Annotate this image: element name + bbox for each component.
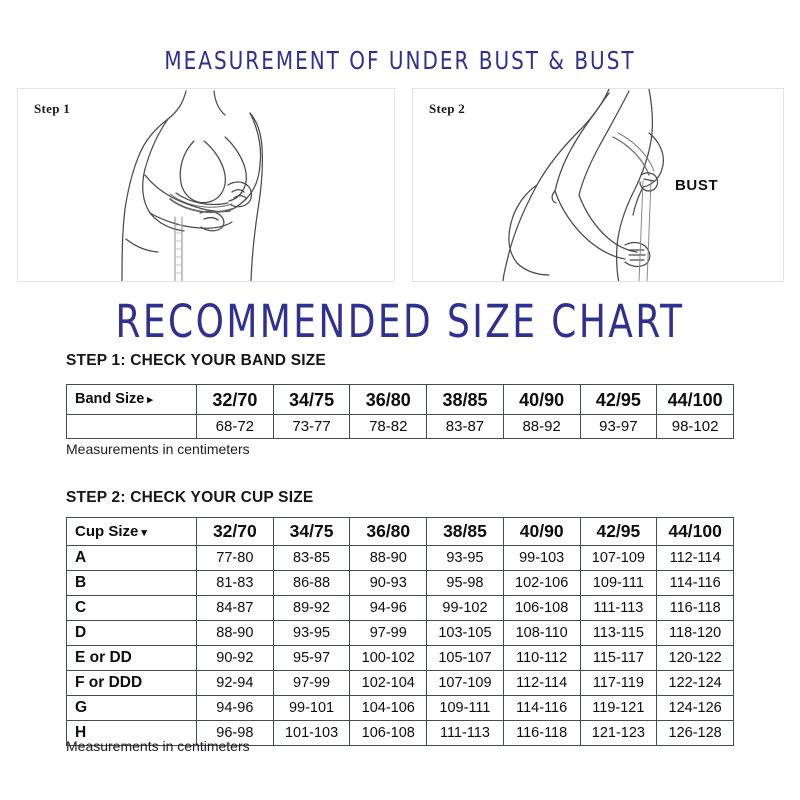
cup-value-cell: 83-85 bbox=[273, 546, 350, 571]
cup-value-cell: 122-124 bbox=[657, 671, 734, 696]
band-col-3: 38/85 bbox=[427, 385, 504, 415]
cup-value-cell: 116-118 bbox=[503, 721, 580, 746]
cup-value-cell: 99-101 bbox=[273, 696, 350, 721]
cup-value-cell: 109-111 bbox=[580, 571, 657, 596]
illustration-panel-step-2 bbox=[412, 88, 784, 282]
cup-value-cell: 116-118 bbox=[657, 596, 734, 621]
recommended-size-chart-title: RECOMMENDED SIZE CHART bbox=[115, 295, 685, 348]
cup-value-cell: 118-120 bbox=[657, 621, 734, 646]
cup-letter-cell: C bbox=[67, 596, 197, 621]
band-size-table bbox=[66, 384, 734, 439]
cup-col-3: 38/85 bbox=[427, 518, 504, 546]
cup-value-cell: 119-121 bbox=[580, 696, 657, 721]
cup-value-cell: 126-128 bbox=[657, 721, 734, 746]
chevron-down-icon: ▾ bbox=[141, 527, 147, 539]
cup-value-cell: 95-98 bbox=[427, 571, 504, 596]
cup-value-cell: 103-105 bbox=[427, 621, 504, 646]
cup-col-4: 40/90 bbox=[503, 518, 580, 546]
cup-letter-cell: B bbox=[67, 571, 197, 596]
cup-col-0: 32/70 bbox=[197, 518, 274, 546]
cup-letter-cell: F or DDD bbox=[67, 671, 197, 696]
table-row bbox=[67, 546, 734, 571]
band-table-value-row bbox=[67, 415, 734, 439]
cup-size-table bbox=[66, 517, 734, 746]
step-2-panel-label: Step 2 bbox=[429, 101, 466, 116]
band-table-caption: Measurements in centimeters bbox=[66, 441, 250, 457]
cup-value-cell: 124-126 bbox=[657, 696, 734, 721]
band-value-3: 83-87 bbox=[427, 415, 504, 439]
cup-col-5: 42/95 bbox=[580, 518, 657, 546]
band-value-0: 68-72 bbox=[197, 415, 274, 439]
cup-value-cell: 106-108 bbox=[503, 596, 580, 621]
cup-value-cell: 113-115 bbox=[580, 621, 657, 646]
cup-value-cell: 105-107 bbox=[427, 646, 504, 671]
cup-value-cell: 93-95 bbox=[273, 621, 350, 646]
cup-table-caption: Measurements in centimeters bbox=[66, 738, 250, 754]
cup-value-cell: 106-108 bbox=[350, 721, 427, 746]
cup-size-label-text: Cup Size bbox=[75, 523, 139, 540]
cup-value-cell: 111-113 bbox=[427, 721, 504, 746]
band-value-2: 78-82 bbox=[350, 415, 427, 439]
cup-value-cell: 96-98 bbox=[197, 721, 274, 746]
table-row bbox=[67, 571, 734, 596]
cup-value-cell: 107-109 bbox=[427, 671, 504, 696]
band-col-4: 40/90 bbox=[503, 385, 580, 415]
cup-value-cell: 114-116 bbox=[657, 571, 734, 596]
cup-value-cell: 104-106 bbox=[350, 696, 427, 721]
cup-value-cell: 88-90 bbox=[197, 621, 274, 646]
torso-front-measuring-tape-icon bbox=[18, 89, 395, 282]
cup-col-1: 34/75 bbox=[273, 518, 350, 546]
cup-value-cell: 112-114 bbox=[503, 671, 580, 696]
cup-value-cell: 97-99 bbox=[273, 671, 350, 696]
table-row bbox=[67, 696, 734, 721]
cup-table-header-row bbox=[67, 518, 734, 546]
cup-value-cell: 99-103 bbox=[503, 546, 580, 571]
cup-value-cell: 81-83 bbox=[197, 571, 274, 596]
cup-value-cell: 94-96 bbox=[197, 696, 274, 721]
band-col-2: 36/80 bbox=[350, 385, 427, 415]
cup-value-cell: 90-93 bbox=[350, 571, 427, 596]
table-row bbox=[67, 671, 734, 696]
band-value-1: 73-77 bbox=[273, 415, 350, 439]
step-2-heading: STEP 2: CHECK YOUR CUP SIZE bbox=[66, 489, 314, 506]
step-1-heading: STEP 1: CHECK YOUR BAND SIZE bbox=[66, 352, 326, 369]
cup-value-cell: 111-113 bbox=[580, 596, 657, 621]
cup-value-cell: 107-109 bbox=[580, 546, 657, 571]
band-col-6: 44/100 bbox=[657, 385, 734, 415]
cup-value-cell: 99-102 bbox=[427, 596, 504, 621]
band-empty-cell bbox=[67, 415, 197, 439]
cup-value-cell: 97-99 bbox=[350, 621, 427, 646]
band-value-4: 88-92 bbox=[503, 415, 580, 439]
cup-value-cell: 117-119 bbox=[580, 671, 657, 696]
cup-size-label-cell bbox=[67, 518, 197, 546]
band-value-6: 98-102 bbox=[657, 415, 734, 439]
cup-letter-cell: G bbox=[67, 696, 197, 721]
band-col-5: 42/95 bbox=[580, 385, 657, 415]
cup-value-cell: 102-106 bbox=[503, 571, 580, 596]
table-row bbox=[67, 621, 734, 646]
table-row bbox=[67, 646, 734, 671]
band-col-0: 32/70 bbox=[197, 385, 274, 415]
band-size-label-cell bbox=[67, 385, 197, 415]
cup-value-cell: 90-92 bbox=[197, 646, 274, 671]
table-row bbox=[67, 596, 734, 621]
cup-value-cell: 84-87 bbox=[197, 596, 274, 621]
cup-letter-cell: E or DD bbox=[67, 646, 197, 671]
band-col-1: 34/75 bbox=[273, 385, 350, 415]
cup-value-cell: 94-96 bbox=[350, 596, 427, 621]
cup-letter-cell: A bbox=[67, 546, 197, 571]
cup-value-cell: 120-122 bbox=[657, 646, 734, 671]
cup-value-cell: 88-90 bbox=[350, 546, 427, 571]
cup-value-cell: 102-104 bbox=[350, 671, 427, 696]
cup-value-cell: 108-110 bbox=[503, 621, 580, 646]
cup-value-cell: 92-94 bbox=[197, 671, 274, 696]
step-1-panel-label: Step 1 bbox=[34, 101, 71, 116]
cup-value-cell: 89-92 bbox=[273, 596, 350, 621]
cup-value-cell: 112-114 bbox=[657, 546, 734, 571]
cup-value-cell: 114-116 bbox=[503, 696, 580, 721]
cup-col-6: 44/100 bbox=[657, 518, 734, 546]
band-size-label-text: Band Size bbox=[75, 391, 145, 408]
cup-value-cell: 93-95 bbox=[427, 546, 504, 571]
page-title: MEASUREMENT OF UNDER BUST & BUST bbox=[164, 46, 636, 75]
torso-side-measuring-tape-icon bbox=[413, 89, 784, 282]
cup-value-cell: 95-97 bbox=[273, 646, 350, 671]
cup-letter-cell: H bbox=[67, 721, 197, 746]
cup-value-cell: 109-111 bbox=[427, 696, 504, 721]
cup-value-cell: 100-102 bbox=[350, 646, 427, 671]
cup-col-2: 36/80 bbox=[350, 518, 427, 546]
cup-value-cell: 121-123 bbox=[580, 721, 657, 746]
band-table-header-row bbox=[67, 385, 734, 415]
cup-table-body bbox=[67, 546, 734, 746]
cup-letter-cell: D bbox=[67, 621, 197, 646]
cup-value-cell: 110-112 bbox=[503, 646, 580, 671]
right-triangle-arrow-icon: ▸ bbox=[147, 394, 153, 407]
band-value-5: 93-97 bbox=[580, 415, 657, 439]
illustration-panel-step-1 bbox=[17, 88, 395, 282]
cup-value-cell: 77-80 bbox=[197, 546, 274, 571]
bust-callout: BUST bbox=[675, 177, 719, 194]
cup-value-cell: 101-103 bbox=[273, 721, 350, 746]
cup-value-cell: 115-117 bbox=[580, 646, 657, 671]
cup-value-cell: 86-88 bbox=[273, 571, 350, 596]
